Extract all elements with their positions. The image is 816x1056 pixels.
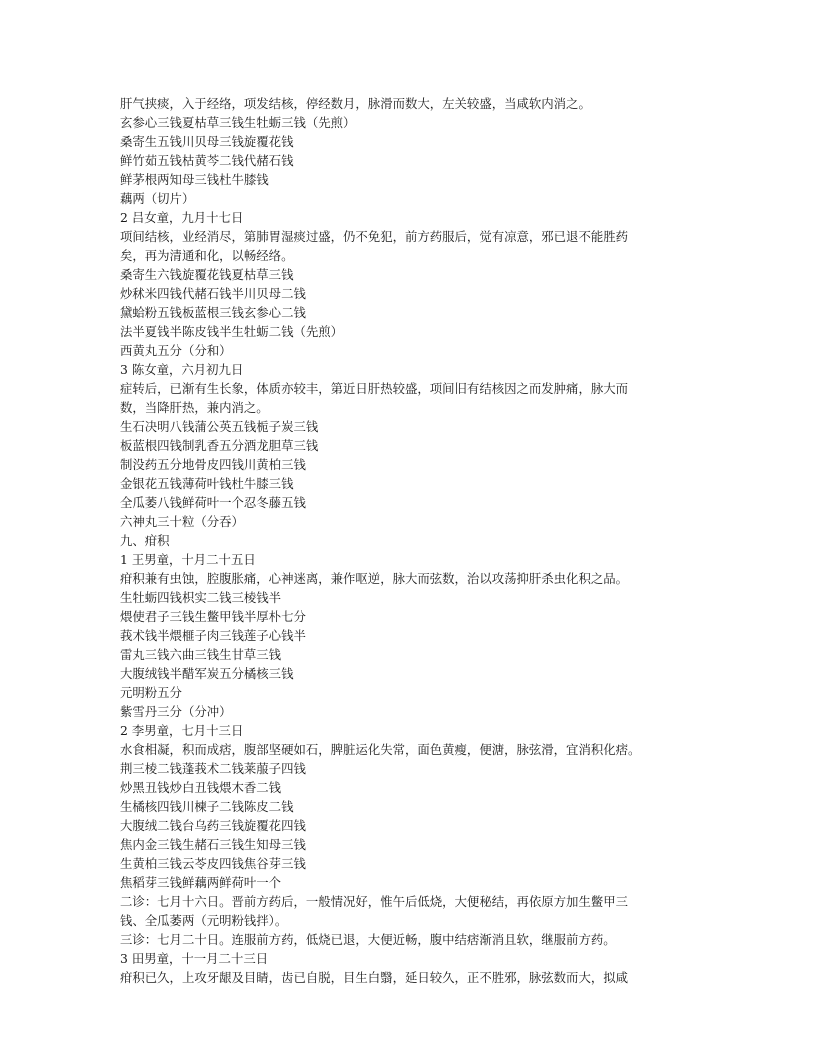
prescription-line: 紫雪丹三分（分冲） (120, 704, 232, 719)
prescription-line: 雷丸三钱六曲三钱生甘草三钱 (120, 647, 282, 662)
text-line: 症转后，已渐有生长象，体质亦较丰，第近日肝热较盛，项间旧有结核因之而发肿痛，脉大而 (120, 381, 629, 396)
case-heading: 3 田男童，十一月二十三日 (120, 951, 269, 966)
prescription-line: 煨使君子三钱生鳖甲钱半厚朴七分 (120, 609, 306, 624)
prescription-line: 板蓝根四钱制乳香五分酒龙胆草三钱 (120, 438, 319, 453)
text-line: 数，当降肝热，兼内消之。 (120, 400, 269, 415)
prescription-line: 大腹绒二钱台乌药三钱旋覆花四钱 (120, 818, 306, 833)
text-line: 矣，再为清通和化，以畅经络。 (120, 248, 294, 263)
text-line: 疳积已久，上攻牙龈及目睛，齿已自脱，目生白翳，延日较久，正不胜邪，脉弦数而大，拟咸 (120, 970, 629, 985)
prescription-line: 生橘核四钱川楝子二钱陈皮二钱 (120, 799, 294, 814)
prescription-line: 生黄柏三钱云苓皮四钱焦谷芽三钱 (120, 856, 306, 871)
prescription-line: 全瓜萎八钱鲜荷叶一个忍冬藤五钱 (120, 495, 306, 510)
prescription-line: 焦内金三钱生赭石三钱生知母三钱 (120, 837, 306, 852)
text-line: 项间结核，业经消尽，第肺胃湿痰过盛，仍不免犯，前方药服后，觉有凉意，邪已退不能胜药 (120, 229, 629, 244)
text-line: 疳积兼有虫蚀，腔腹胀痛，心神迷离，兼作呕逆，脉大而弦数，治以攻荡抑肝杀虫化积之品。 (120, 571, 629, 586)
text-line: 二诊：七月十六日。晋前方药后，一般情况好，惟午后低烧，大便秘结，再依原方加生鳖甲三 (120, 894, 629, 909)
case-heading: 1 王男童，十月二十五日 (120, 552, 256, 567)
case-heading: 3 陈女童，六月初九日 (120, 362, 244, 377)
prescription-line: 大腹绒钱半醋军炭五分橘核三钱 (120, 666, 294, 681)
prescription-line: 六神丸三十粒（分吞） (120, 514, 244, 529)
prescription-line: 黛蛤粉五钱板蓝根三钱玄参心二钱 (120, 305, 306, 320)
text-line: 三诊：七月二十日。连服前方药，低烧已退，大便近畅，腹中结痞渐消且软，继服前方药。 (120, 932, 616, 947)
prescription-line: 元明粉五分 (120, 685, 182, 700)
text-line: 肝气挟痰，入于经络，项发结核，停经数月，脉滑而数大，左关较盛，当咸软内消之。 (120, 96, 591, 111)
prescription-line: 生牡蛎四钱枳实二钱三棱钱半 (120, 590, 282, 605)
prescription-line: 鲜竹茹五钱枯黄芩二钱代赭石钱 (120, 153, 294, 168)
section-heading: 九、疳积 (120, 533, 170, 548)
prescription-line: 西黄丸五分（分和） (120, 343, 232, 358)
document-page (120, 94, 700, 987)
prescription-line: 金银花五钱薄荷叶钱杜牛膝三钱 (120, 476, 294, 491)
prescription-line: 桑寄生五钱川贝母三钱旋覆花钱 (120, 134, 294, 149)
prescription-line: 炒秫米四钱代赭石钱半川贝母二钱 (120, 286, 306, 301)
prescription-line: 生石决明八钱蒲公英五钱栀子炭三钱 (120, 419, 319, 434)
case-heading: 2 吕女童，九月十七日 (120, 210, 244, 225)
text-line: 钱、全瓜萎两（元明粉钱拌）。 (120, 913, 288, 928)
prescription-line: 荆三棱二钱蓬莪术二钱莱菔子四钱 (120, 761, 306, 776)
prescription-line: 炒黑丑钱炒白丑钱煨木香二钱 (120, 780, 282, 795)
prescription-line: 法半夏钱半陈皮钱半生牡蛎二钱（先煎） (120, 324, 344, 339)
text-line: 水食相凝，积而成痞，腹部坚硬如石，脾脏运化失常，面色黄瘦，便溏，脉弦滑，宜消积化痞。 (120, 742, 641, 757)
prescription-line: 鲜茅根两知母三钱杜牛膝钱 (120, 172, 269, 187)
case-heading: 2 李男童，七月十三日 (120, 723, 244, 738)
prescription-line: 玄参心三钱夏枯草三钱生牡蛎三钱（先煎） (120, 115, 356, 130)
prescription-line: 制没药五分地骨皮四钱川黄柏三钱 (120, 457, 306, 472)
prescription-line: 藕两（切片） (120, 191, 195, 206)
prescription-line: 桑寄生六钱旋覆花钱夏枯草三钱 (120, 267, 294, 282)
prescription-line: 莪术钱半煨榧子肉三钱莲子心钱半 (120, 628, 306, 643)
prescription-line: 焦稻芽三钱鲜藕两鲜荷叶一个 (120, 875, 282, 890)
